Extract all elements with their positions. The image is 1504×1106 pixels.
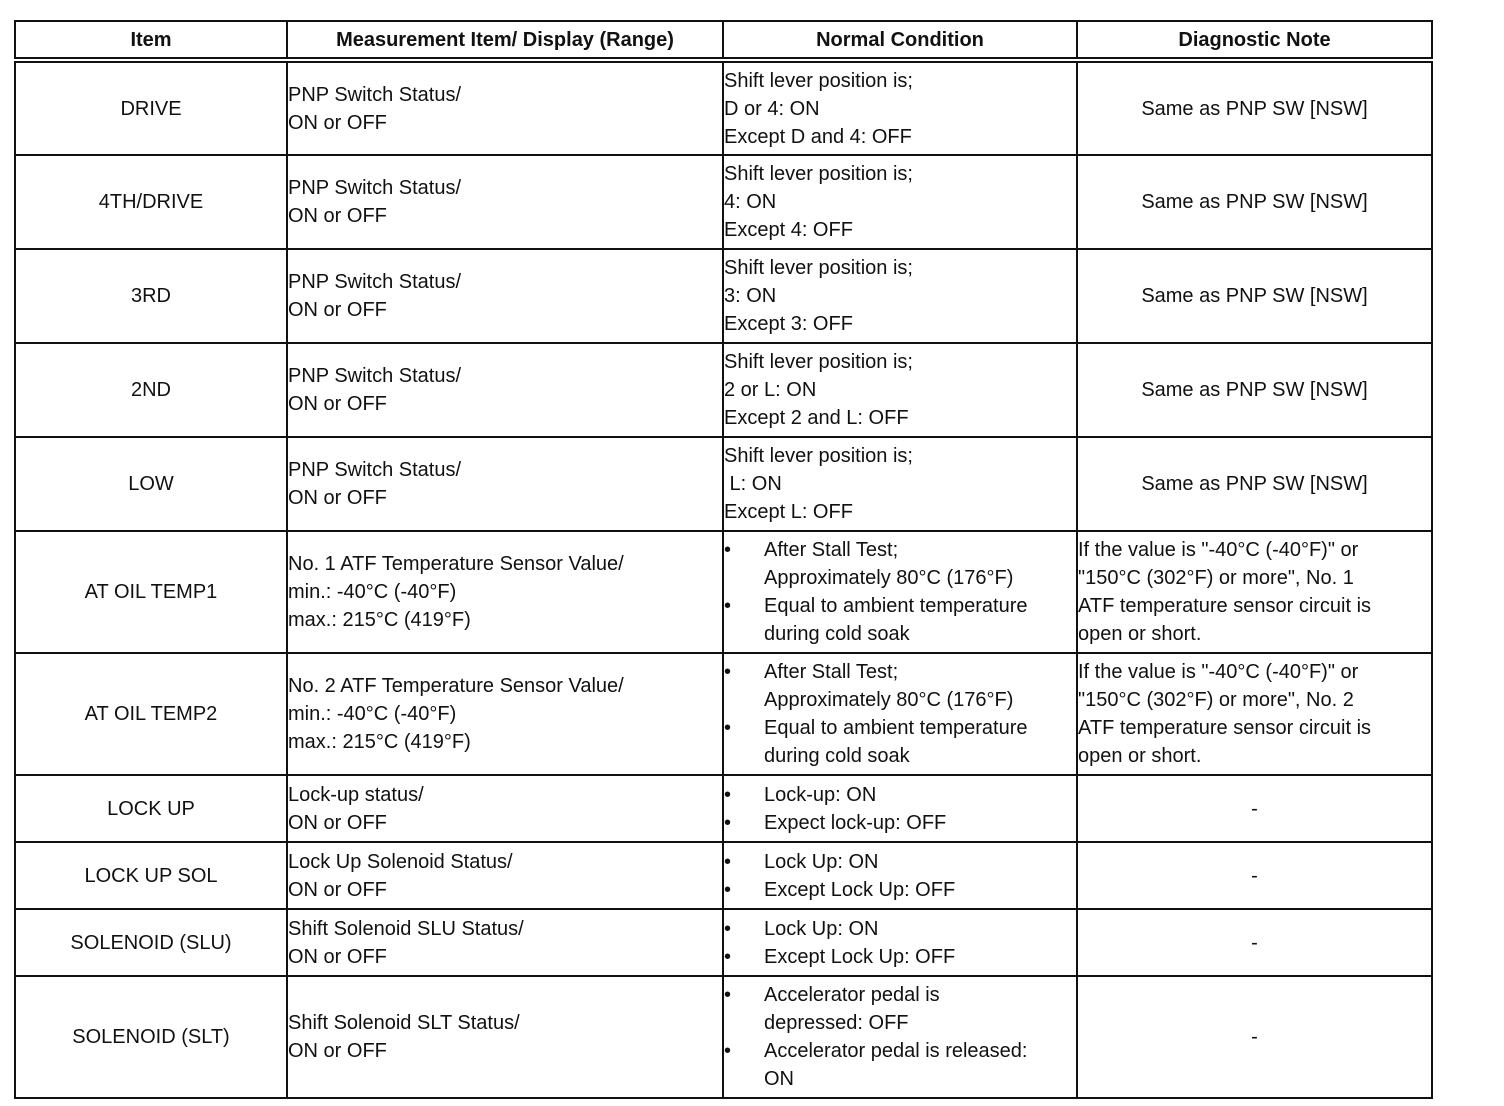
header-row bbox=[15, 21, 1432, 60]
table-row bbox=[15, 976, 1432, 1098]
header-item: Item bbox=[15, 21, 287, 60]
data-list-table bbox=[14, 20, 1433, 1099]
normal-line: Except D and 4: OFF bbox=[724, 125, 912, 148]
table-row bbox=[15, 60, 1432, 155]
table-row bbox=[15, 249, 1432, 343]
header-diagnostic-note: Diagnostic Note bbox=[1077, 21, 1432, 60]
bullet-glyph: • bbox=[724, 811, 732, 834]
measurement-line: No. 2 ATF Temperature Sensor Value/ bbox=[288, 675, 624, 697]
diagnostic-note-cell: - bbox=[1077, 775, 1432, 842]
measurement-line: ON or OFF bbox=[288, 111, 387, 134]
bullet-glyph: • bbox=[724, 878, 732, 901]
table-row bbox=[15, 842, 1432, 909]
item-cell: LOCK UP bbox=[15, 775, 287, 842]
table-row bbox=[15, 775, 1432, 842]
bullet-item bbox=[724, 592, 1076, 648]
normal-line: Shift lever position is; bbox=[724, 351, 913, 373]
bullet-item bbox=[724, 943, 1076, 971]
measurement-line: PNP Switch Status/ bbox=[288, 459, 462, 481]
bullet-text: Expect lock-up: OFF bbox=[764, 811, 947, 834]
normal-condition-cell bbox=[723, 909, 1077, 976]
bullet-item bbox=[724, 981, 1076, 1037]
measurement-line: max.: 215°C (419°F) bbox=[288, 731, 471, 753]
note-line: "150°C (302°F) or more", No. 1 bbox=[1078, 567, 1354, 589]
note-line: open or short. bbox=[1078, 745, 1202, 767]
normal-condition-cell bbox=[723, 653, 1077, 775]
bullet-item bbox=[724, 781, 1076, 809]
measurement-cell bbox=[287, 249, 723, 343]
diagnostic-note-cell bbox=[1077, 653, 1432, 775]
normal-line: Except L: OFF bbox=[724, 501, 853, 523]
measurement-line: Lock-up status/ bbox=[288, 783, 424, 806]
normal-condition-cell bbox=[723, 531, 1077, 653]
item-cell: DRIVE bbox=[15, 60, 287, 155]
item-cell: LOW bbox=[15, 437, 287, 531]
measurement-cell bbox=[287, 976, 723, 1098]
bullet-text: during cold soak bbox=[764, 623, 910, 645]
normal-condition-cell bbox=[723, 343, 1077, 437]
bullet-item bbox=[724, 915, 1076, 943]
bullet-text: Accelerator pedal is released: bbox=[764, 1040, 1028, 1062]
bullet-glyph: • bbox=[724, 539, 732, 561]
table-row bbox=[15, 343, 1432, 437]
bullet-glyph: • bbox=[724, 661, 732, 683]
measurement-line: No. 1 ATF Temperature Sensor Value/ bbox=[288, 553, 624, 575]
normal-condition-cell bbox=[723, 976, 1077, 1098]
item-cell: 3RD bbox=[15, 249, 287, 343]
bullet-text: Accelerator pedal is bbox=[764, 984, 940, 1006]
bullet-text: Approximately 80°C (176°F) bbox=[764, 567, 1014, 589]
measurement-cell bbox=[287, 653, 723, 775]
bullet-glyph: • bbox=[724, 1040, 732, 1062]
normal-condition-cell bbox=[723, 437, 1077, 531]
header-normal-condition: Normal Condition bbox=[723, 21, 1077, 60]
bullet-text: Except Lock Up: OFF bbox=[764, 945, 956, 968]
diagnostic-note-cell: Same as PNP SW [NSW] bbox=[1077, 343, 1432, 437]
item-cell: 4TH/DRIVE bbox=[15, 155, 287, 249]
measurement-line: PNP Switch Status/ bbox=[288, 83, 462, 106]
bullet-item bbox=[724, 809, 1076, 837]
measurement-line: ON or OFF bbox=[288, 811, 387, 834]
bullet-glyph: • bbox=[724, 984, 732, 1006]
bullet-item bbox=[724, 536, 1076, 592]
item-cell: AT OIL TEMP2 bbox=[15, 653, 287, 775]
measurement-cell bbox=[287, 531, 723, 653]
bullet-text: Equal to ambient temperature bbox=[764, 717, 1028, 739]
note-line: ATF temperature sensor circuit is bbox=[1078, 595, 1372, 617]
bullet-text: Approximately 80°C (176°F) bbox=[764, 689, 1014, 711]
diagnostic-note-cell: Same as PNP SW [NSW] bbox=[1077, 60, 1432, 155]
bullet-text: Lock Up: ON bbox=[764, 850, 879, 873]
diagnostic-note-cell: - bbox=[1077, 842, 1432, 909]
normal-condition-cell bbox=[723, 155, 1077, 249]
measurement-cell bbox=[287, 155, 723, 249]
normal-line: L: ON bbox=[724, 473, 782, 495]
measurement-line: ON or OFF bbox=[288, 205, 387, 227]
normal-line: Except 3: OFF bbox=[724, 313, 853, 335]
measurement-line: Shift Solenoid SLU Status/ bbox=[288, 917, 524, 940]
item-cell: LOCK UP SOL bbox=[15, 842, 287, 909]
normal-condition-cell bbox=[723, 842, 1077, 909]
bullet-item bbox=[724, 714, 1076, 770]
measurement-cell bbox=[287, 437, 723, 531]
bullet-glyph: • bbox=[724, 917, 732, 940]
note-line: If the value is "-40°C (-40°F)" or bbox=[1078, 539, 1359, 561]
bullet-text: depressed: OFF bbox=[764, 1012, 909, 1034]
bullet-glyph: • bbox=[724, 783, 732, 806]
diagnostic-note-cell: Same as PNP SW [NSW] bbox=[1077, 249, 1432, 343]
normal-line: Except 4: OFF bbox=[724, 219, 853, 241]
normal-condition-cell bbox=[723, 249, 1077, 343]
bullet-glyph: • bbox=[724, 595, 732, 617]
normal-line: 2 or L: ON bbox=[724, 379, 817, 401]
measurement-cell bbox=[287, 343, 723, 437]
item-cell: 2ND bbox=[15, 343, 287, 437]
measurement-line: max.: 215°C (419°F) bbox=[288, 609, 471, 631]
measurement-line: ON or OFF bbox=[288, 1040, 387, 1062]
bullet-text: during cold soak bbox=[764, 745, 910, 767]
table-row bbox=[15, 437, 1432, 531]
note-line: open or short. bbox=[1078, 623, 1202, 645]
table-row bbox=[15, 531, 1432, 653]
measurement-line: ON or OFF bbox=[288, 878, 387, 901]
bullet-text: Equal to ambient temperature bbox=[764, 595, 1028, 617]
note-line: If the value is "-40°C (-40°F)" or bbox=[1078, 661, 1359, 683]
measurement-line: ON or OFF bbox=[288, 393, 387, 415]
diagnostic-note-cell: Same as PNP SW [NSW] bbox=[1077, 437, 1432, 531]
normal-line: Shift lever position is; bbox=[724, 163, 913, 185]
normal-line: Shift lever position is; bbox=[724, 257, 913, 279]
diagnostic-note-cell bbox=[1077, 531, 1432, 653]
bullet-text: ON bbox=[764, 1068, 794, 1090]
item-cell: SOLENOID (SLU) bbox=[15, 909, 287, 976]
normal-line: 4: ON bbox=[724, 191, 777, 213]
bullet-text: Lock Up: ON bbox=[764, 917, 879, 940]
note-line: "150°C (302°F) or more", No. 2 bbox=[1078, 689, 1354, 711]
bullet-glyph: • bbox=[724, 717, 732, 739]
normal-condition-cell bbox=[723, 60, 1077, 155]
measurement-cell bbox=[287, 842, 723, 909]
item-cell: SOLENOID (SLT) bbox=[15, 976, 287, 1098]
bullet-item bbox=[724, 876, 1076, 904]
note-line: ATF temperature sensor circuit is bbox=[1078, 717, 1372, 739]
measurement-line: PNP Switch Status/ bbox=[288, 271, 462, 293]
measurement-line: min.: -40°C (-40°F) bbox=[288, 581, 457, 603]
measurement-cell bbox=[287, 775, 723, 842]
measurement-line: PNP Switch Status/ bbox=[288, 177, 462, 199]
item-cell: AT OIL TEMP1 bbox=[15, 531, 287, 653]
diagnostic-note-cell: - bbox=[1077, 909, 1432, 976]
normal-line: D or 4: ON bbox=[724, 97, 820, 120]
table-row bbox=[15, 155, 1432, 249]
normal-line: Except 2 and L: OFF bbox=[724, 407, 909, 429]
normal-line: Shift lever position is; bbox=[724, 445, 913, 467]
table-row bbox=[15, 653, 1432, 775]
diagnostic-note-cell: - bbox=[1077, 976, 1432, 1098]
bullet-item bbox=[724, 848, 1076, 876]
table-row bbox=[15, 909, 1432, 976]
measurement-line: ON or OFF bbox=[288, 299, 387, 321]
normal-condition-cell bbox=[723, 775, 1077, 842]
measurement-line: min.: -40°C (-40°F) bbox=[288, 703, 457, 725]
normal-line: 3: ON bbox=[724, 285, 777, 307]
bullet-text: After Stall Test; bbox=[764, 539, 899, 561]
measurement-line: PNP Switch Status/ bbox=[288, 365, 462, 387]
measurement-cell bbox=[287, 909, 723, 976]
measurement-line: Shift Solenoid SLT Status/ bbox=[288, 1012, 520, 1034]
bullet-glyph: • bbox=[724, 850, 732, 873]
measurement-cell bbox=[287, 60, 723, 155]
measurement-line: Lock Up Solenoid Status/ bbox=[288, 850, 513, 873]
normal-line: Shift lever position is; bbox=[724, 69, 913, 92]
header-measurement: Measurement Item/ Display (Range) bbox=[287, 21, 723, 60]
bullet-item bbox=[724, 658, 1076, 714]
bullet-glyph: • bbox=[724, 945, 732, 968]
measurement-line: ON or OFF bbox=[288, 487, 387, 509]
bullet-text: Lock-up: ON bbox=[764, 783, 877, 806]
measurement-line: ON or OFF bbox=[288, 945, 387, 968]
bullet-item bbox=[724, 1037, 1076, 1093]
bullet-text: After Stall Test; bbox=[764, 661, 899, 683]
diagnostic-note-cell: Same as PNP SW [NSW] bbox=[1077, 155, 1432, 249]
bullet-text: Except Lock Up: OFF bbox=[764, 878, 956, 901]
